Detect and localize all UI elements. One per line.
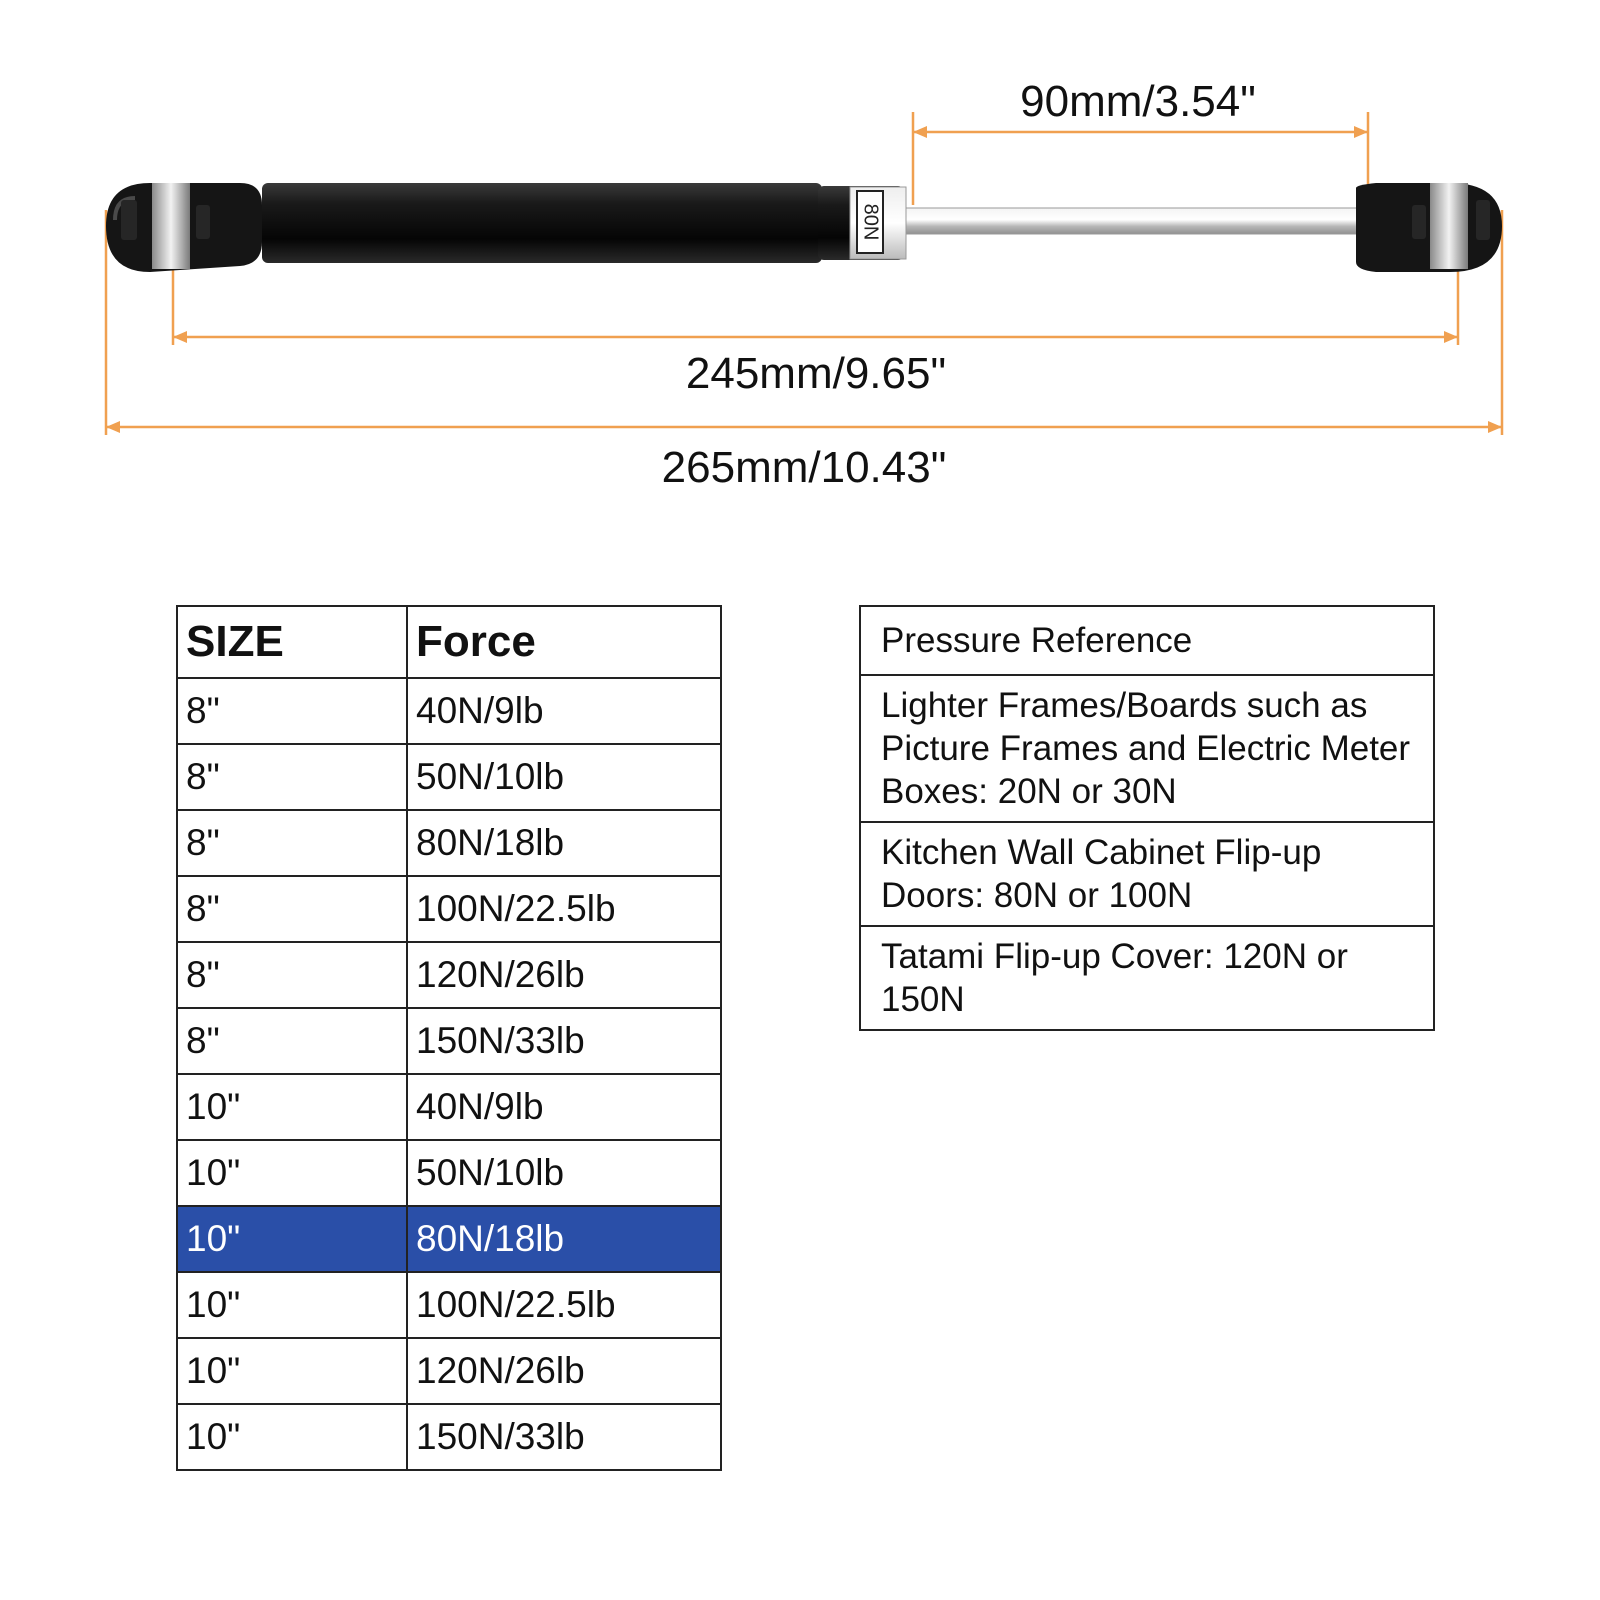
- force-cell: 100N/22.5lb: [407, 876, 721, 942]
- size-cell: 8": [177, 810, 407, 876]
- right-metal-ring: [1430, 183, 1468, 269]
- table-row: [177, 942, 721, 1008]
- reference-cell: Lighter Frames/Boards such as Picture Frames and Electric Meter Boxes: 20N or 30N: [860, 675, 1434, 822]
- force-cell: 40N/9lb: [407, 1074, 721, 1140]
- size-cell: 10": [177, 1074, 407, 1140]
- reference-title: Pressure Reference: [860, 606, 1434, 675]
- table-row: [177, 678, 721, 744]
- stroke-dimension-label: 90mm/3.54": [1020, 77, 1256, 126]
- table-row-highlighted: [177, 1206, 721, 1272]
- table-row: [177, 876, 721, 942]
- table-row: [177, 744, 721, 810]
- stroke-dimension: [913, 77, 1368, 205]
- force-cell: 120N/26lb: [407, 1338, 721, 1404]
- cylinder-body: [262, 183, 822, 263]
- size-column-header: SIZE: [177, 606, 407, 678]
- force-cell: 80N/18lb: [407, 1206, 721, 1272]
- force-column-header: Force: [407, 606, 721, 678]
- size-cell: 10": [177, 1338, 407, 1404]
- table-row: [177, 1140, 721, 1206]
- left-metal-ring: [152, 183, 190, 269]
- table-row: [177, 1008, 721, 1074]
- force-cell: 150N/33lb: [407, 1404, 721, 1470]
- size-cell: 10": [177, 1272, 407, 1338]
- force-cell: 80N/18lb: [407, 810, 721, 876]
- reference-row: [860, 675, 1434, 822]
- reference-cell: Tatami Flip-up Cover: 120N or 150N: [860, 926, 1434, 1030]
- size-cell: 8": [177, 744, 407, 810]
- reference-header-row: [860, 606, 1434, 675]
- reference-row: [860, 822, 1434, 926]
- left-end-fitting: [106, 183, 262, 272]
- reference-cell: Kitchen Wall Cabinet Flip-up Doors: 80N or 100N: [860, 822, 1434, 926]
- size-cell: 10": [177, 1206, 407, 1272]
- gas-strut: [106, 183, 1502, 272]
- center-distance-label: 245mm/9.65": [685, 349, 947, 398]
- size-cell: 10": [177, 1404, 407, 1470]
- table-row: [177, 1338, 721, 1404]
- table-row: [177, 1272, 721, 1338]
- table-row: [177, 810, 721, 876]
- size-cell: 8": [177, 876, 407, 942]
- piston-rod: [900, 208, 1370, 234]
- size-cell: 8": [177, 942, 407, 1008]
- force-cell: 50N/10lb: [407, 744, 721, 810]
- size-cell: 8": [177, 678, 407, 744]
- size-cell: 8": [177, 1008, 407, 1074]
- table-row: [177, 1074, 721, 1140]
- force-cell: 100N/22.5lb: [407, 1272, 721, 1338]
- force-cell: 120N/26lb: [407, 942, 721, 1008]
- gas-strut-diagram: [0, 0, 1600, 520]
- overall-length-label: 265mm/10.43": [661, 443, 947, 492]
- size-cell: 10": [177, 1140, 407, 1206]
- force-cell: 150N/33lb: [407, 1008, 721, 1074]
- right-end-fitting: [1356, 183, 1502, 272]
- force-cell: 40N/9lb: [407, 678, 721, 744]
- table-header-row: [177, 606, 721, 678]
- size-force-table: [176, 605, 722, 1471]
- table-row: [177, 1404, 721, 1470]
- force-cell: 50N/10lb: [407, 1140, 721, 1206]
- pressure-reference-table: [859, 605, 1435, 1031]
- reference-row: [860, 926, 1434, 1030]
- cylinder-force-label: 80N: [859, 203, 882, 241]
